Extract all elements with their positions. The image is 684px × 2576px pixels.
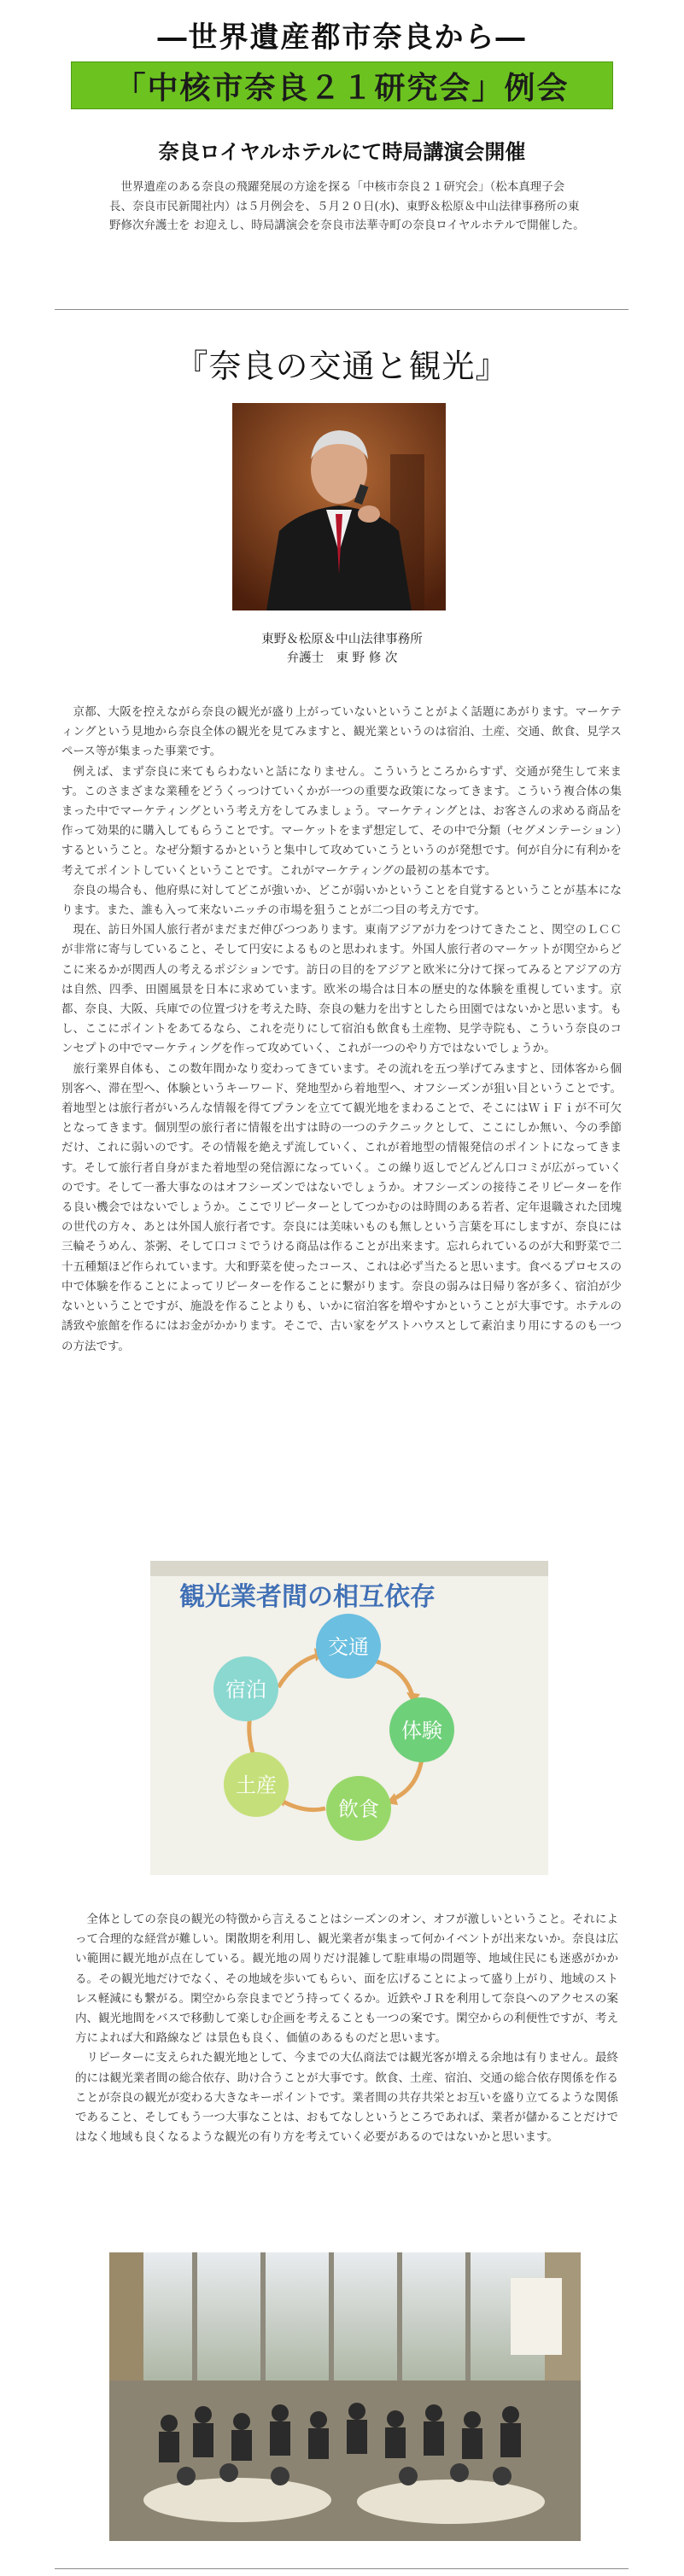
venue-photo [109, 2252, 581, 2541]
speaker-org: 東野＆松原＆中山法律事務所 [261, 633, 423, 646]
node-kotsu-label: 交通 [328, 1635, 369, 1659]
speaker-photo-image [232, 403, 446, 610]
venue-photo-image [109, 2252, 581, 2541]
divider-bottom [55, 2568, 628, 2569]
slide-diagram [150, 1561, 548, 1875]
body-paragraph: リピーターに支えられた観光地として、今までの大仏商法では観光客が増える余地は有りません。最終的には観光業者間の総合依存、助け合うことが大事です。飲食、土産、宿泊、交通の総合依存関係を作ることが奈良の観光が変わる大きなキーポイントです。業者間の共存共栄とお互いを盛り立てるような関係であること、そしてもう一つ大事なことは、おもてなしというところであれば、業者が儲かることだけではなく地域も良くなるような観光の有り方を考えていく必要があるのではないかと思います。 [75, 2051, 618, 2145]
speaker-caption [0, 630, 684, 668]
subtitle: 奈良ロイヤルホテルにて時局講演会開催 [158, 139, 526, 164]
node-taiken-label: 体験 [401, 1719, 442, 1743]
body-paragraph: 旅行業界自体も、この数年間かなり変わってきています。その流れを五つ挙げてみますと、団体客から個別客へ、滞在型へ、体験というキーワード、発地型から着地型へ、オフシーズンが狙い目ということです。着地型とは旅行者がいろんな情報を得てプランを立てて観光地をまわることで、そこにはＷｉＦｉが不可欠となってきます。個別型の旅行者に情報を出すは時の一つのテクニックとして、ここにしか無い、今の季節だけ、これに弱いのです。その情報を絶えず流していく、これが着地型の情報発信のポイントになってきます。そして旅行者自身がまた着地型の発信源になっていく。この繰り返しでどんどん口コミが広がっていくのです。そして一番大事なのはオフシーズンではないでしょうか。オフシーズンの接待こそリピーターを作る良い機会ではないでしょうか。ここでリピーターとしてつかむのは時間のある若者、定年退職された団塊の世代の方々、あとは外国人旅行者です。奈良には美味いものも無しという言葉を耳にしますが、奈良には三輪そうめん、茶粥、そして口コミでうける商品は作ることが出来ます。忘れられているのが大和野菜で二十五種類ほど作られています。大和野菜を使ったコース、これは必ず当たると思います。食べるプロセスの中で体験を作ることによってリピーターを作ることに繋がります。奈良の弱みは日帰り客が多く、宿泊が少ないということですが、施設を作ることよりも、いかに宿泊客を増やすかということが大事です。ホテルの誘致や旅館を作るにはお金がかかります。そこで、古い家をゲストハウスとして素泊まり用にするのも一つの方法です。 [61, 1061, 622, 1353]
body-paragraph: 現在、訪日外国人旅行者がまだまだ伸びつつあります。東南アジアが力をつけてきたこと、関空のＬＣＣが非常に寄与していること、そして円安によるものと思われます。外国人旅行者のマーケットが関空からどこに来るかが関西人の考えるポジションです。訪日の目的をアジアと欧米に分けて探ってみるとアジアの方は自然、四季、田園風景を日本に求めています。欧米の場合は日本の歴史的な体験を重視しています。京都、奈良、大阪、兵庫での位置づけを考えた時、奈良の魅力を出すとしたら田園ではないかと思います。もし、ここにポイントをあてるなら、これを売りにして宿泊も飲食も土産物、見学寺院も、こういう奈良のコンセプトの中でマーケティングを作って攻めていく、これが一つのやり方ではないでしょうか。 [61, 923, 622, 1056]
lecture-body-part2 [75, 1910, 618, 2147]
speaker-photo [232, 403, 446, 610]
lecture-body-part1 [61, 703, 622, 1357]
speaker-name: 弁護士 東 野 修 次 [286, 651, 398, 665]
slide-photo [150, 1561, 548, 1875]
node-shukuhaku-label: 宿泊 [225, 1678, 266, 1702]
node-miyage-label: 土産 [236, 1773, 277, 1797]
event-title-banner [71, 61, 613, 109]
body-paragraph: 全体としての奈良の観光の特徴から言えることはシーズンのオン、オフが激しいということ。それによって合理的な経営が難しい。閑散期を利用し、観光業者が集まって何かイベントが出来ないか。奈良は広い範囲に観光地が点在している。観光地の周りだけ混雑して駐車場の問題等、地域住民にも迷惑がかかる。その観光地だけでなく、その地域を歩いてもらい、面を広げることによって盛り上がり、地域のストレス軽減にも繋がる。閑空から奈良までどう持ってくるか。近鉄やＪＲを利用して奈良へのアクセスの案内、観光地間をバスで移動して楽しむ企画を考えることも一つの案です。閑空からの利便性ですが、考え方によれば大和路線など は景色も良く、価値のあるものだと思います。 [75, 1913, 618, 2046]
body-paragraph: 奈良の場合も、他府県に対してどこが強いか、どこが弱いかということを自覚するということが基本になります。また、誰も入って来ないニッチの市場を狙うことが二つ目の考え方です。 [61, 883, 622, 918]
body-paragraph: 例えば、まず奈良に来てもらわないと話になりません。こういうところからすず、交通が発生して来ます。このさまざまな業種をどうくっつけていくかが一つの重要な政策になってきます。こういう複合体の集まった中でマーケティングという考え方をしてみましょう。マーケティングとは、お客さんの求める商品を作って効果的に購入してもらうことです。マーケットをまず想定して、その中で分類（セグメンテーション）するということ。なぜ分類するかというと集中して攻めていこうというのが発想です。何が自分に有利かを考えてポイントしていくということです。これがマーケティングの最初の基本です。 [61, 764, 622, 878]
slide-title: 観光業者間の相互依存 [179, 1582, 436, 1612]
lecture-title: 『奈良の交通と観光』 [175, 348, 509, 385]
top-title: ―世界遺産都市奈良から― [157, 20, 527, 55]
intro-paragraph [109, 178, 588, 236]
body-paragraph: 京都、大阪を控えながら奈良の観光が盛り上がっていないということがよく話題にあがります。マーケティングという見地から奈良全体の観光を見てみますと、観光業というのは宿泊、土産、交通、飲食、見学スペース等が集まった事業です。 [61, 705, 622, 759]
intro-text: 世界遺産のある奈良の飛躍発展の方途を探る「中核市奈良２１研究会」（松本真理子会長、奈良市民新聞社内）は５月例会を、５月２０日(水)、東野＆松原＆中山法律事務所の東野修次弁護士を お迎えし、時局講演会を奈良市法華寺町の奈良ロイヤルホテルで開催した。 [109, 180, 585, 232]
event-title: 「中核市奈良２１研究会」例会 [114, 69, 570, 106]
node-inshoku-label: 飲食 [338, 1797, 379, 1821]
divider-top [55, 309, 628, 310]
